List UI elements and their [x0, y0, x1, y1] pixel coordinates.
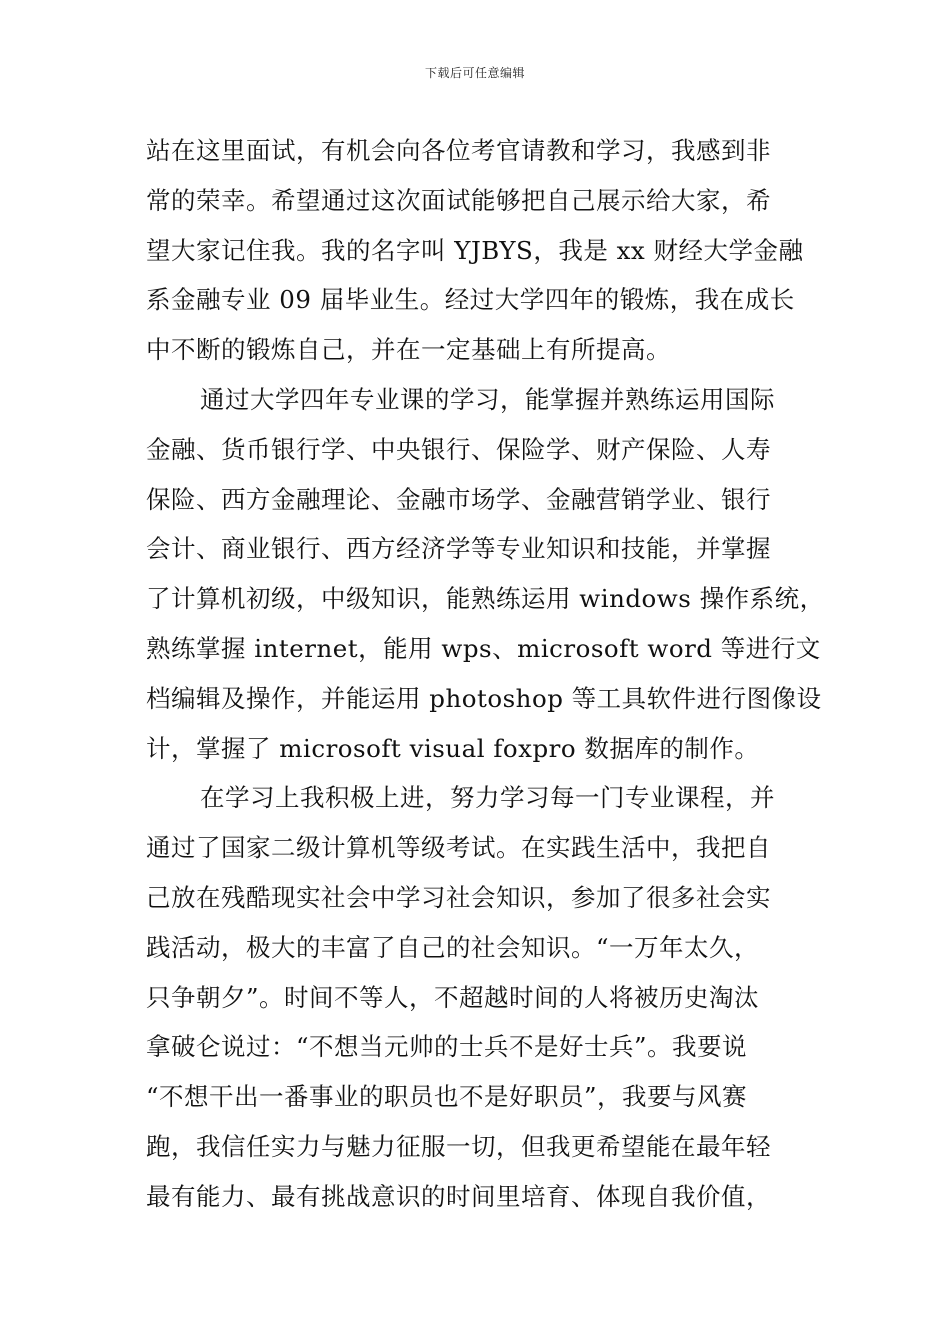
paragraph-line: 熟练掌握 internet，能用 wps、microsoft word 等进行文	[146, 633, 821, 663]
page-header: 下载后可任意编辑	[424, 66, 525, 80]
paragraph-line: 通过大学四年专业课的学习，能掌握并熟练运用国际	[200, 384, 775, 414]
paragraph-line: 了计算机初级，中级知识，能熟练运用 windows 操作系统，	[146, 584, 825, 614]
paragraph-line: 中不断的锻炼自己，并在一定基础上有所提高。	[146, 335, 671, 365]
paragraph-line: 己放在残酷现实社会中学习社会知识，参加了很多社会实	[146, 882, 771, 912]
paragraph-line: 站在这里面试，有机会向各位考官请教和学习，我感到非	[146, 136, 771, 165]
paragraph-line: 系金融专业 09 届毕业生。经过大学四年的锻炼，我在成长	[146, 285, 795, 315]
paragraph-line: 跑，我信任实力与魅力征服一切，但我更希望能在最年轻	[146, 1131, 771, 1161]
paragraph-line: 践活动，极大的丰富了自己的社会知识。“一万年太久，	[146, 932, 760, 962]
paragraph-line: 通过了国家二级计算机等级考试。在实践生活中，我把自	[146, 833, 771, 863]
paragraph-line: 拿破仑说过：“不想当元帅的士兵不是好士兵”。我要说	[146, 1032, 748, 1062]
paragraph-line: 金融、货币银行学、中央银行、保险学、财产保险、人寿	[146, 434, 771, 464]
paragraph-line: 计，掌握了 microsoft visual foxpro 数据库的制作。	[146, 733, 760, 763]
paragraph-line: 常的荣幸。希望通过这次面试能够把自己展示给大家，希	[146, 185, 771, 215]
paragraph-line: 会计、商业银行、西方经济学等专业知识和技能，并掌握	[146, 534, 771, 564]
paragraph-line: 望大家记住我。我的名字叫 YJBYS，我是 xx 财经大学金融	[146, 235, 804, 265]
paragraph-1	[146, 126, 806, 375]
paragraph-line: 在学习上我积极上进，努力学习每一门专业课程，并	[200, 783, 775, 813]
paragraph-line: 档编辑及操作，并能运用 photoshop 等工具软件进行图像设	[146, 683, 822, 713]
paragraph-line: 保险、西方金融理论、金融市场学、金融营销学业、银行	[146, 484, 771, 514]
paragraph-line: 最有能力、最有挑战意识的时间里培育、体现自我价值，	[146, 1181, 771, 1211]
document-body	[146, 126, 825, 1222]
paragraph-line: 只争朝夕”。时间不等人，不超越时间的人将被历史淘汰	[146, 982, 760, 1012]
paragraph-line: “不想干出一番事业的职员也不是好职员”，我要与风赛	[146, 1082, 748, 1112]
paragraph-2	[146, 375, 825, 773]
paragraph-3	[146, 773, 806, 1221]
